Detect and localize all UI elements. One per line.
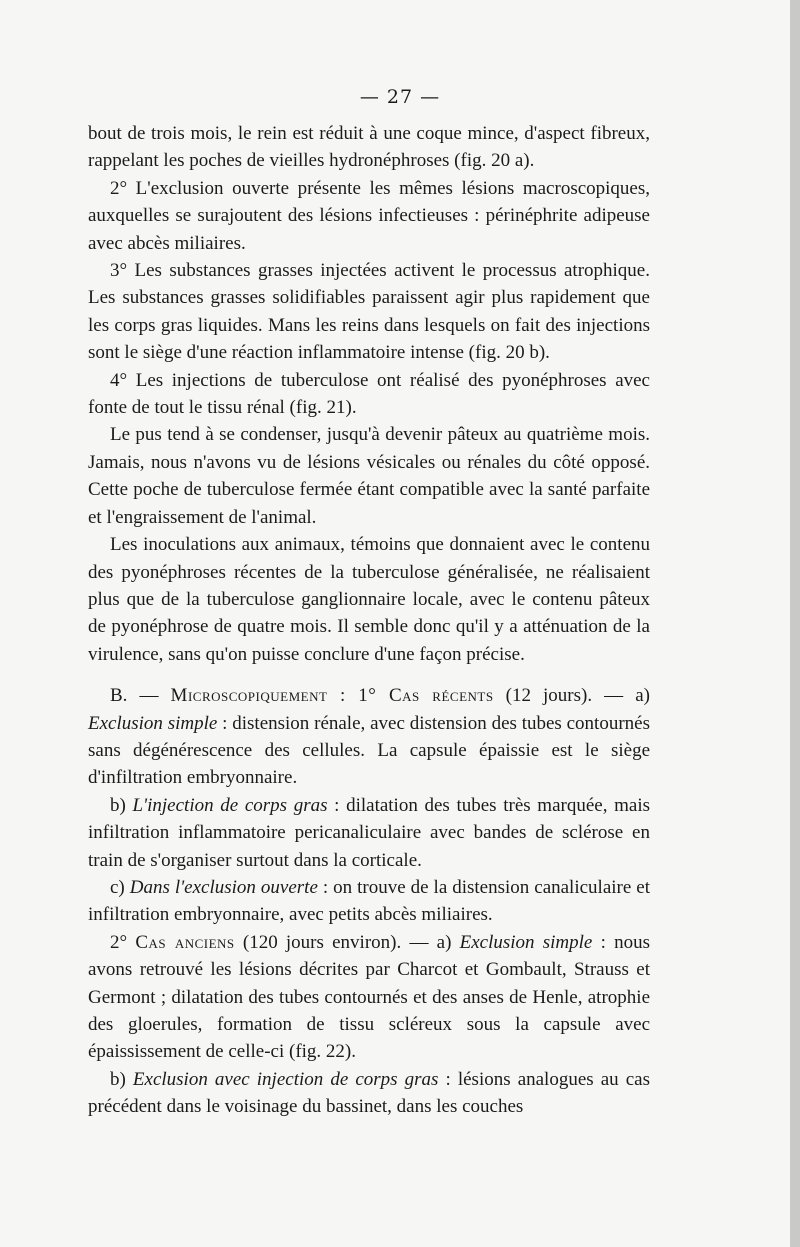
section-b-lead: B. — [110, 685, 171, 707]
paragraph: Les inoculations aux animaux, témoins que donnaient avec le contenu des pyonéphroses récentes de la tuberculose généralisée, ne réalisaient plus que de la tuberculose ganglionnaire locale, avec le contenu pâteux de pyonéphrose de quatre mois. Il semble donc qu'il y a atténuation de la virulence, sans qu'on puisse conclure d'une façon précise. [88, 534, 650, 665]
cas-anciens-body: : nous avons retrouvé les lésions décrites par Charcot et Gombault, Strauss et Germont ; dilatation des tubes contournés et des anses de Henle, atrophie des gloerules, formation de tissu scléreux sous la capsule avec épaississement de celle-ci (fig. 22). [88, 931, 650, 1063]
cas-anciens [88, 929, 650, 1066]
paragraph: 3° Les substances grasses injectées activent le processus atrophique. Les substances grasses solidifiables paraissent agir plus rapidement que les corps gras liquides. Mans les reins dans lesquels on fait des injections sont le siège d'une réaction inflammatoire intense (fig. 20 b). [88, 260, 650, 364]
cas-anciens-emphasis: Exclusion simple [459, 931, 593, 953]
cas-anciens-num: 2° [110, 931, 136, 953]
item-b2-text: : lésions analogues au cas précédent dans le voisinage du bassinet, dans les couches [88, 1068, 651, 1118]
item-c-label: c) [110, 876, 130, 898]
item-b-label: b) [110, 794, 133, 816]
section-b-heading [88, 682, 650, 792]
item-c-emphasis: Dans l'exclusion ouverte [129, 876, 318, 898]
item-c [88, 874, 650, 929]
paragraph: 2° L'exclusion ouverte présente les mêmes lésions macroscopiques, auxquelles se surajoutent des lésions infectieuses : périnéphrite adipeuse avec abcès miliaires. [88, 177, 650, 254]
cas-anciens-title: Cas anciens [135, 931, 235, 953]
paragraph: 4° Les injections de tuberculose ont réalisé des pyonéphroses avec fonte de tout le tissu rénal (fig. 21). [88, 369, 650, 419]
item-a-emphasis: Exclusion simple [88, 712, 218, 734]
cas-anciens-text: (120 jours environ). — a) [234, 931, 460, 953]
item-a-text: : distension rénale, avec distension des tubes contournés sans dégénérescence des cellules. La capsule épaissie est le siège d'infiltration embryonnaire. [88, 712, 650, 789]
body-text [88, 120, 650, 1121]
page-number: — 27 — [359, 86, 441, 108]
item-b2-emphasis: Exclusion avec injection de corps gras [132, 1068, 439, 1090]
section-b-title: Microscopiquement : 1° Cas récents [170, 685, 494, 707]
paragraph: Le pus tend à se condenser, jusqu'à devenir pâteux au quatrième mois. Jamais, nous n'avons vu de lésions vésicales ou rénales du côté opposé. Cette poche de tuberculose fermée étant compatible avec la santé parfaite et l'engraissement de l'animal. [88, 424, 650, 528]
item-b [88, 792, 650, 874]
item-b-text: : dilatation des tubes très marquée, mais infiltration inflammatoire pericanaliculaire avec bandes de sclérose en train de s'organiser surtout dans la corticale. [88, 794, 650, 871]
item-c-text: : on trouve de la distension canaliculaire et infiltration embryonnaire, avec petits abcès miliaires. [88, 876, 650, 926]
paragraph: bout de trois mois, le rein est réduit à une coque mince, d'aspect fibreux, rappelant les poches de vieilles hydronéphroses (fig. 20 a). [88, 123, 650, 172]
item-a-label: a) [635, 685, 650, 707]
item-b2-label: b) [110, 1068, 133, 1090]
section-b-after-title: (12 jours). — [493, 685, 624, 707]
item-b2 [88, 1066, 650, 1121]
item-b-emphasis: L'injection de corps gras [132, 794, 328, 816]
